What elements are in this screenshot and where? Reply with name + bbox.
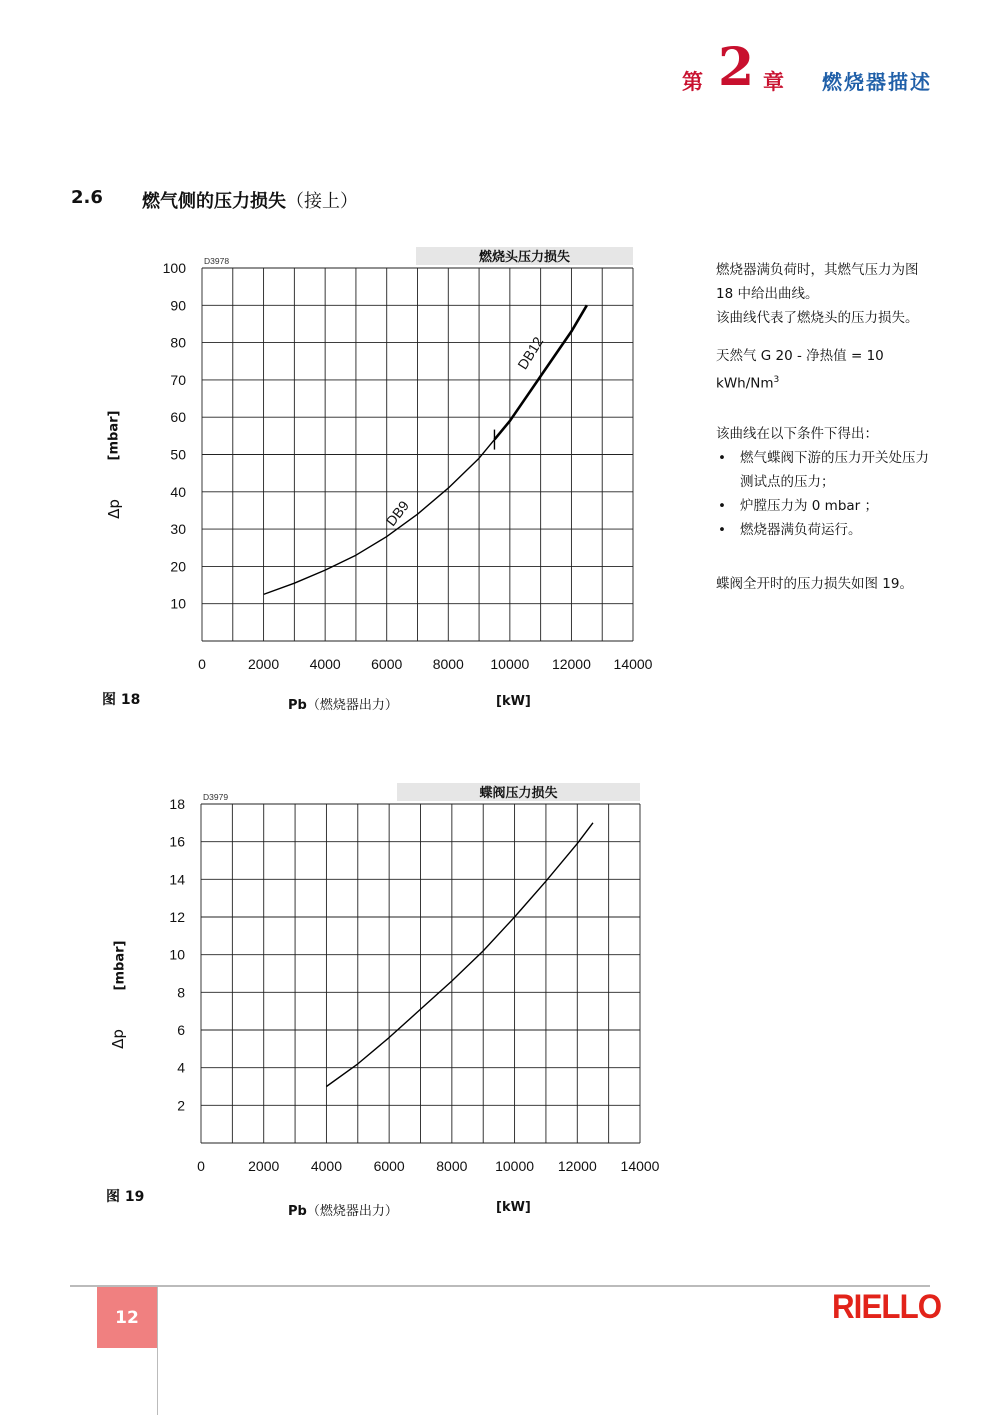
y-tick-label: 6 — [177, 1022, 185, 1038]
x-tick-label: 12000 — [551, 656, 591, 672]
page-number: 12 — [97, 1287, 157, 1348]
fig18-y-axis-label — [104, 408, 128, 528]
brand-logo: RIELLO — [832, 1288, 942, 1326]
chart-code: D3978 — [204, 256, 230, 266]
x-tick-label: 2000 — [247, 656, 280, 672]
condition-item: • 炉膛压力为 0 mbar ； — [716, 494, 936, 518]
chart-title: 燃烧头压力损失 — [478, 249, 571, 264]
chart-figure-18 — [163, 247, 653, 672]
fig18-x-label — [288, 694, 398, 713]
y-tick-label: 16 — [169, 833, 185, 850]
section-title-paren: （接上） — [286, 191, 358, 212]
y-tick-label: 12 — [169, 909, 185, 925]
x-tick-label: 0 — [198, 656, 206, 672]
fig18-x-label-paren: （燃烧器出力） — [306, 698, 398, 713]
y-tick-label: 80 — [170, 334, 186, 351]
x-tick-label: 2000 — [248, 1158, 280, 1174]
note-3 — [716, 344, 936, 396]
fig18-x-label-symbol: Pb — [288, 698, 307, 713]
x-tick-label: 10000 — [490, 656, 530, 672]
y-tick-label: 60 — [170, 409, 186, 426]
fig19-y-unit: [mbar] — [112, 940, 128, 991]
fig19-y-axis-label — [110, 938, 134, 1058]
x-tick-label: 10000 — [495, 1158, 535, 1174]
fig19-label: 图 19 — [106, 1189, 145, 1205]
y-tick-label: 20 — [170, 558, 186, 575]
y-tick-label: 40 — [170, 483, 186, 500]
y-tick-label: 14 — [169, 871, 185, 888]
chart-title: 蝶阀压力损失 — [479, 785, 558, 800]
x-tick-label: 0 — [197, 1158, 205, 1174]
x-tick-label: 6000 — [373, 1158, 405, 1174]
section-title-text: 燃气侧的压力损失 — [142, 191, 286, 212]
series-label-db12: DB12 — [514, 333, 547, 373]
fig18-label: 图 18 — [102, 692, 141, 708]
fig18-x-unit: [kW] — [496, 694, 531, 709]
y-tick-label: 100 — [162, 260, 186, 276]
x-tick-label: 12000 — [557, 1158, 597, 1174]
condition-item: • 燃气蝶阀下游的压力开关处压力测试点的压力； — [716, 446, 936, 494]
fig19-x-label-paren: （燃烧器出力） — [306, 1204, 398, 1219]
y-tick-label: 50 — [170, 446, 186, 463]
fig19-x-label-symbol: Pb — [288, 1204, 307, 1219]
footer-vertical-line — [157, 1287, 158, 1415]
note-2: 该曲线代表了燃烧头的压力损失。 — [716, 310, 919, 326]
x-tick-label: 14000 — [620, 1158, 660, 1174]
series-line — [264, 440, 495, 595]
note-3-sup: 3 — [773, 375, 780, 385]
x-tick-label: 8000 — [432, 656, 464, 672]
y-tick-label: 4 — [177, 1059, 185, 1076]
y-tick-label: 10 — [169, 946, 185, 963]
chart-code: D3979 — [203, 792, 229, 802]
x-tick-label: 14000 — [613, 656, 653, 672]
chapter-number: 2 — [718, 37, 755, 98]
chapter-suffix: 章 — [763, 70, 784, 94]
fig19-x-unit: [kW] — [496, 1200, 531, 1215]
note-1: 燃烧器满负荷时，其燃气压力为图 18 中给出曲线。 — [716, 262, 919, 302]
note-5: 蝶阀全开时的压力损失如图 19。 — [716, 575, 913, 592]
footer-divider — [70, 1285, 930, 1287]
y-tick-label: 2 — [177, 1097, 185, 1114]
series-label-db9: DB9 — [382, 497, 413, 529]
note-4: 该曲线在以下条件下得出： — [716, 425, 878, 442]
chart-figure-19 — [169, 783, 659, 1174]
fig18-y-unit: [mbar] — [106, 410, 122, 461]
y-tick-label: 90 — [170, 297, 186, 314]
condition-item: • 燃烧器满负荷运行。 — [716, 518, 936, 542]
chapter-prefix: 第 — [682, 70, 703, 94]
x-tick-label: 8000 — [436, 1158, 468, 1174]
fig18-y-symbol: Δp — [105, 499, 123, 519]
chapter-title: 燃烧器描述 — [822, 70, 932, 94]
sidebar-notes — [716, 258, 936, 596]
y-tick-label: 18 — [169, 796, 185, 812]
x-tick-label: 4000 — [310, 1158, 343, 1174]
y-tick-label: 10 — [170, 595, 186, 612]
y-tick-label: 70 — [170, 371, 186, 388]
y-tick-label: 30 — [170, 521, 186, 538]
x-tick-label: 4000 — [309, 656, 341, 672]
y-tick-label: 8 — [177, 984, 185, 1001]
fig19-x-label — [288, 1200, 398, 1219]
section-number: 2.6 — [71, 187, 103, 208]
note-3-text: 天然气 G 20 - 净热值 = 10 kWh/Nm — [716, 348, 884, 392]
conditions-list — [716, 446, 936, 542]
x-tick-label: 6000 — [371, 656, 403, 672]
fig19-y-symbol: Δp — [109, 1029, 127, 1049]
